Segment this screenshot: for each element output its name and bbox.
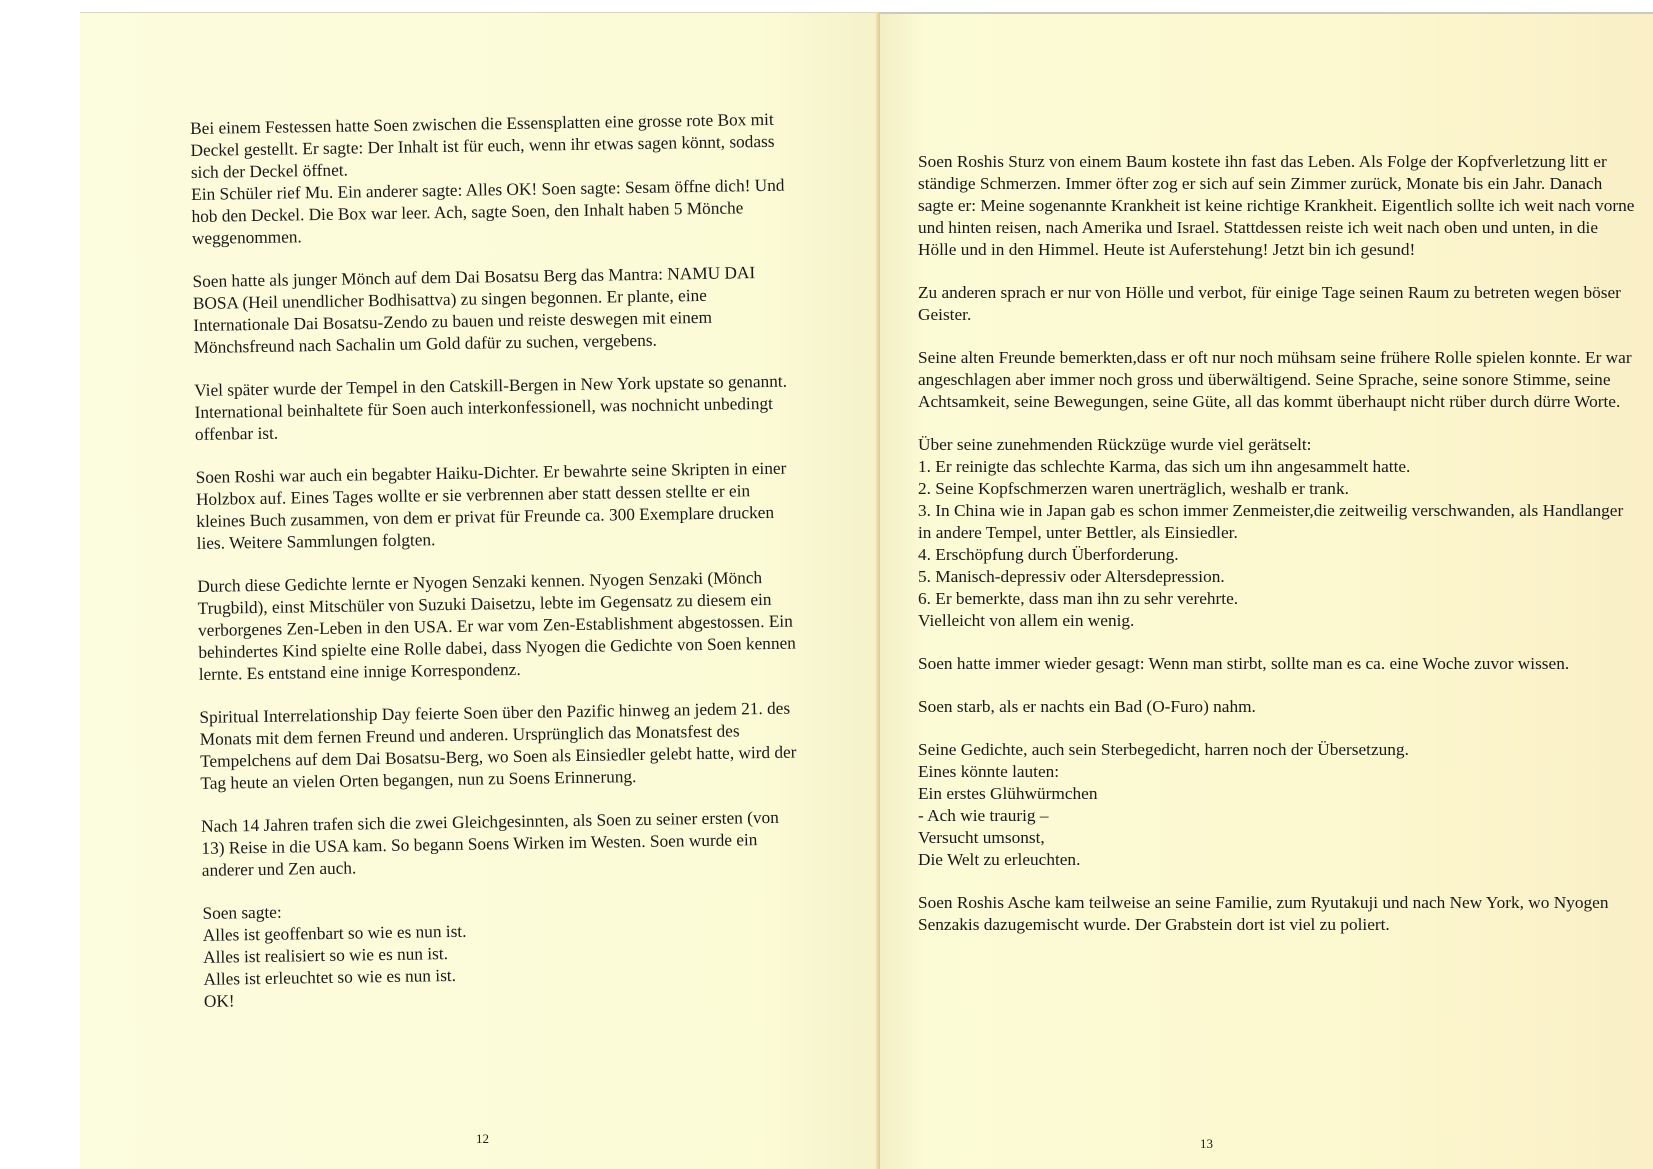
- paragraph-soen-starb: Soen starb, als er nachts ein Bad (O-Furo) nahm.: [918, 697, 1256, 716]
- paragraph-festessen: Bei einem Festessen hatte Soen zwischen die Essensplatten eine grosse rote Box mit Deckel gestellt. Er sagte: Der Inhalt ist für euch, wenn ihr etwas sagen könnt, sodass sich der Deckel öffnet. Ein Schüler rief Mu. Ein anderer sagte: Alles OK! Soen sagte: Sesam öffne dich! Und hob den Deckel. Die Box war leer. Ach, sagte Soen, den Inhalt haben 5 Mönche weggenommen.: [190, 109, 785, 248]
- page-number-left: 12: [476, 1131, 489, 1146]
- paragraph-sterben-wissen: Soen hatte immer wieder gesagt: Wenn man stirbt, sollte man es ca. eine Woche zuvor wissen.: [918, 654, 1570, 673]
- paragraph-alte-freunde: Seine alten Freunde bemerkten,dass er oft nur noch mühsam seine frühere Rolle spielen konnte. Er war angeschlagen aber immer noch gross und überwältigend. Seine Sprache, seine sonore Stimme, seine Achtsamkeit, seine Bewegungen, seine Güte, all das kommt überhaupt nicht rüber durch dürre Worte.: [918, 348, 1632, 411]
- paragraph-catskill-tempel: Viel später wurde der Tempel in den Catskill-Bergen in New York upstate so genannt. International beinhaltete für Soen auch interkonfessionell, was nochnicht unbedingt offenbar ist.: [194, 371, 788, 444]
- paragraph-asche: Soen Roshis Asche kam teilweise an seine Familie, zum Ryutakuji und nach New York, wo Nyogen Senzakis dazugemischt wurde. Der Grabstein dort ist viel zu poliert.: [918, 893, 1609, 934]
- paragraph-gedichte: Seine Gedichte, auch sein Sterbegedicht, harren noch der Übersetzung. Eines könnte lauten: Ein erstes Glühwürmchen - Ach wie traurig – Versucht umsonst, Die Welt zu erleuchten.: [918, 740, 1409, 869]
- paragraph-rueckzuege-list: Über seine zunehmenden Rückzüge wurde viel gerätselt: 1. Er reinigte das schlechte Karma, das sich um ihn angesammelt hatte. 2. Seine Kopfschmerzen waren unerträglich, weshalb er trank. 3. In China wie in Japan gab es schon immer Zenmeister,die zeitweilig verschwanden, als Handlanger in andere Tempel, unter Bettler, als Einsiedler. 4. Erschöpfung durch Überforderung. 5. Manisch-depressiv oder Altersdepression. 6. Er bemerkte, dass man ihn zu sehr verehrte. Vielleicht von allem ein wenig.: [918, 435, 1624, 630]
- paragraph-sturz: Soen Roshis Sturz von einem Baum kostete ihn fast das Leben. Als Folge der Kopfverletzung litt er ständige Schmerzen. Immer öfter zog er sich auf sein Zimmer zurück, Monate bis ein Jahr. Danach sagte er: Meine sogenannte Krankheit ist keine richtige Krankheit. Eigentlich sollte ich weit nach vorne und hinten reisen, nach Amerika und Israel. Stattdessen reiste ich weit nach oben und unten, in die Hölle und in den Himmel. Heute ist Auferstehung! Jetzt bin ich gesund!: [918, 152, 1635, 259]
- left-page-text: [190, 109, 804, 1013]
- right-page-text: [918, 151, 1638, 936]
- page-number-right: 13: [1200, 1136, 1213, 1151]
- paragraph-mantra: Soen hatte als junger Mönch auf dem Dai Bosatsu Berg das Mantra: NAMU DAI BOSA (Heil unendlicher Bodhisattva) zu singen begonnen. Er plante, eine Internationale Dai Bosatsu-Zendo zu bauen und reiste deswegen mit einem Mönchsfreund nach Sachalin um Gold dafür zu suchen, vergebens.: [192, 263, 756, 357]
- left-page: [80, 12, 880, 1169]
- paragraph-haiku-dichter: Soen Roshi war auch ein begabter Haiku-Dichter. Er bewahrte seine Skripten in einer Holzbox auf. Eines Tages wollte er sie verbrennen aber statt dessen stellte er ein kleines Buch zusammen, von dem er privat für Freunde ca. 300 Exemplare drucken lies. Weitere Sammlungen folgten.: [195, 458, 787, 553]
- paragraph-soen-sagte: Soen sagte: Alles ist geoffenbart so wie es nun ist. Alles ist realisiert so wie es nun ist. Alles ist erleuchtet so wie es nun ist. OK!: [202, 902, 467, 1011]
- paragraph-nyogen-senzaki: Durch diese Gedichte lernte er Nyogen Senzaki kennen. Nyogen Senzaki (Mönch Trugbild), einst Mitschüler von Suzuki Daisetzu, lebte im Gegensatz zu diesem ein verborgenes Zen-Leben in den USA. Er war vom Zen-Establishment abgestossen. Ein behindertes Kind spielte eine Rolle dabei, dass Nyogen die Gedichte von Soen kennen lernte. Es entstand eine innige Korrespondenz.: [197, 568, 796, 684]
- paragraph-interrelationship-day: Spiritual Interrelationship Day feierte Soen über den Pazific hinweg an jedem 21. des Monats mit dem fernen Freund und anderen. Ursprünglich das Monatsfest des Tempelchens auf dem Dai Bosatsu-Berg, wo Soen als Einsiedler gelebt hatte, wird der Tag heute an vielen Orten begangen, nun zu Soens Erinnerung.: [199, 698, 797, 793]
- right-page: [880, 12, 1653, 1169]
- paragraph-usa-reise: Nach 14 Jahren trafen sich die zwei Gleichgesinnten, als Soen zu seiner ersten (von 13) Reise in die USA kam. So begann Soens Wirken im Westen. Soen wurde ein anderer und Zen auch.: [200, 807, 779, 880]
- paragraph-hoelle: Zu anderen sprach er nur von Hölle und verbot, für einige Tage seinen Raum zu betreten wegen böser Geister.: [918, 283, 1621, 324]
